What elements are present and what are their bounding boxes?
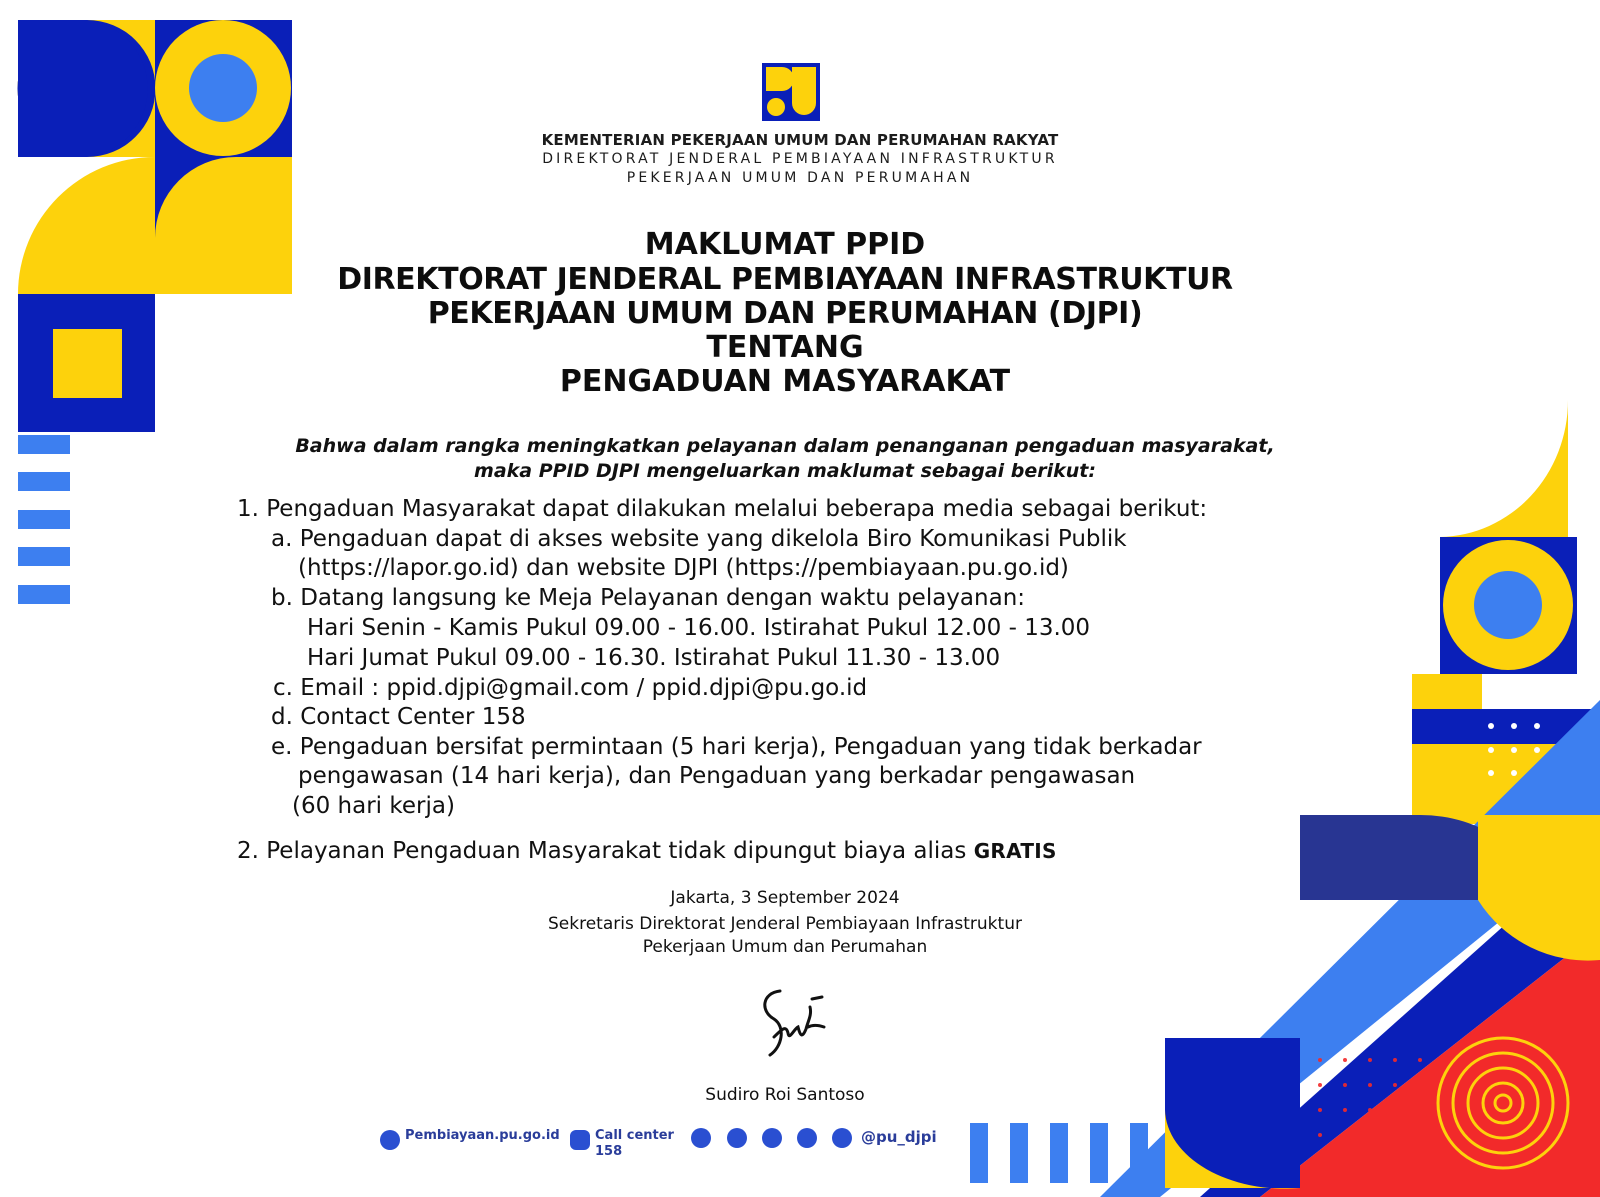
tiktok-icon[interactable] <box>797 1128 817 1148</box>
item-1e-line-1: e. Pengaduan bersifat permintaan (5 hari kerja), Pengaduan yang tidak berkadar <box>271 734 1202 760</box>
directorate-line-1: DIREKTORAT JENDERAL PEMBIAYAAN INFRASTRUKTUR <box>542 151 1058 167</box>
intro-line-1: Bahwa dalam rangka meningkatkan pelayanan dalam penanganan pengaduan masyarakat, <box>295 435 1275 457</box>
item-1b-line-1: b. Datang langsung ke Meja Pelayanan dengan waktu pelayanan: <box>271 585 1026 611</box>
pu-logo-icon <box>762 63 820 121</box>
item-1b-line-2: Hari Senin - Kamis Pukul 09.00 - 16.00. Istirahat Pukul 12.00 - 13.00 <box>307 615 1091 641</box>
directorate-line-2: PEKERJAAN UMUM DAN PERUMAHAN <box>626 170 974 186</box>
footer-callcenter-number: 158 <box>595 1144 623 1159</box>
footer-website[interactable]: Pembiayaan.pu.go.id <box>405 1128 560 1143</box>
item-1b-line-3: Hari Jumat Pukul 09.00 - 16.30. Istirahat Pukul 11.30 - 13.00 <box>307 645 1001 671</box>
ministry-name: KEMENTERIAN PEKERJAAN UMUM DAN PERUMAHAN RAKYAT <box>541 131 1059 149</box>
signature-position-line-2: Pekerjaan Umum dan Perumahan <box>642 937 928 957</box>
cursor-icon <box>380 1130 400 1150</box>
item-1d-contact: d. Contact Center 158 <box>271 704 526 730</box>
item-1c-email: c. Email : ppid.djpi@gmail.com / ppid.djpi@pu.go.id <box>273 675 868 701</box>
instagram-icon[interactable] <box>727 1128 747 1148</box>
title-line-4: TENTANG <box>706 330 864 365</box>
title-line-2: DIREKTORAT JENDERAL PEMBIAYAAN INFRASTRUKTUR <box>337 262 1233 297</box>
item-1a-line-1: a. Pengaduan dapat di akses website yang dikelola Biro Komunikasi Publik <box>271 526 1127 552</box>
item-2 <box>237 838 1057 864</box>
facebook-icon[interactable] <box>691 1128 711 1148</box>
footer-social-handle[interactable]: @pu_djpi <box>861 1128 937 1146</box>
title-line-5: PENGADUAN MASYARAKAT <box>559 364 1011 399</box>
title-line-3: PEKERJAAN UMUM DAN PERUMAHAN (DJPI) <box>427 296 1143 331</box>
item-2-text: 2. Pelayanan Pengaduan Masyarakat tidak dipungut biaya alias <box>237 838 974 864</box>
title-line-1: MAKLUMAT PPID <box>644 227 926 262</box>
youtube-icon[interactable] <box>832 1128 852 1148</box>
item-1e-line-2: pengawasan (14 hari kerja), dan Pengaduan yang berkadar pengawasan <box>298 763 1136 789</box>
item-1a-line-2: (https://lapor.go.id) dan website DJPI (https://pembiayaan.pu.go.id) <box>298 555 1069 581</box>
intro-line-2: maka PPID DJPI mengeluarkan maklumat sebagai berikut: <box>474 460 1096 482</box>
signature-date: Jakarta, 3 September 2024 <box>670 888 900 908</box>
item-1: 1. Pengaduan Masyarakat dapat dilakukan melalui beberapa media sebagai berikut: <box>237 496 1208 522</box>
signature-position-line-1: Sekretaris Direktorat Jenderal Pembiayaan Infrastruktur <box>548 914 1022 934</box>
phone-icon <box>570 1130 590 1150</box>
footer-callcenter-label: Call center <box>595 1128 674 1143</box>
signatory-name: Sudiro Roi Santoso <box>705 1085 865 1105</box>
item-2-gratis: GRATIS <box>973 839 1057 863</box>
handwritten-signature <box>752 985 832 1065</box>
x-twitter-icon[interactable] <box>762 1128 782 1148</box>
item-1e-line-3: (60 hari kerja) <box>292 793 455 819</box>
